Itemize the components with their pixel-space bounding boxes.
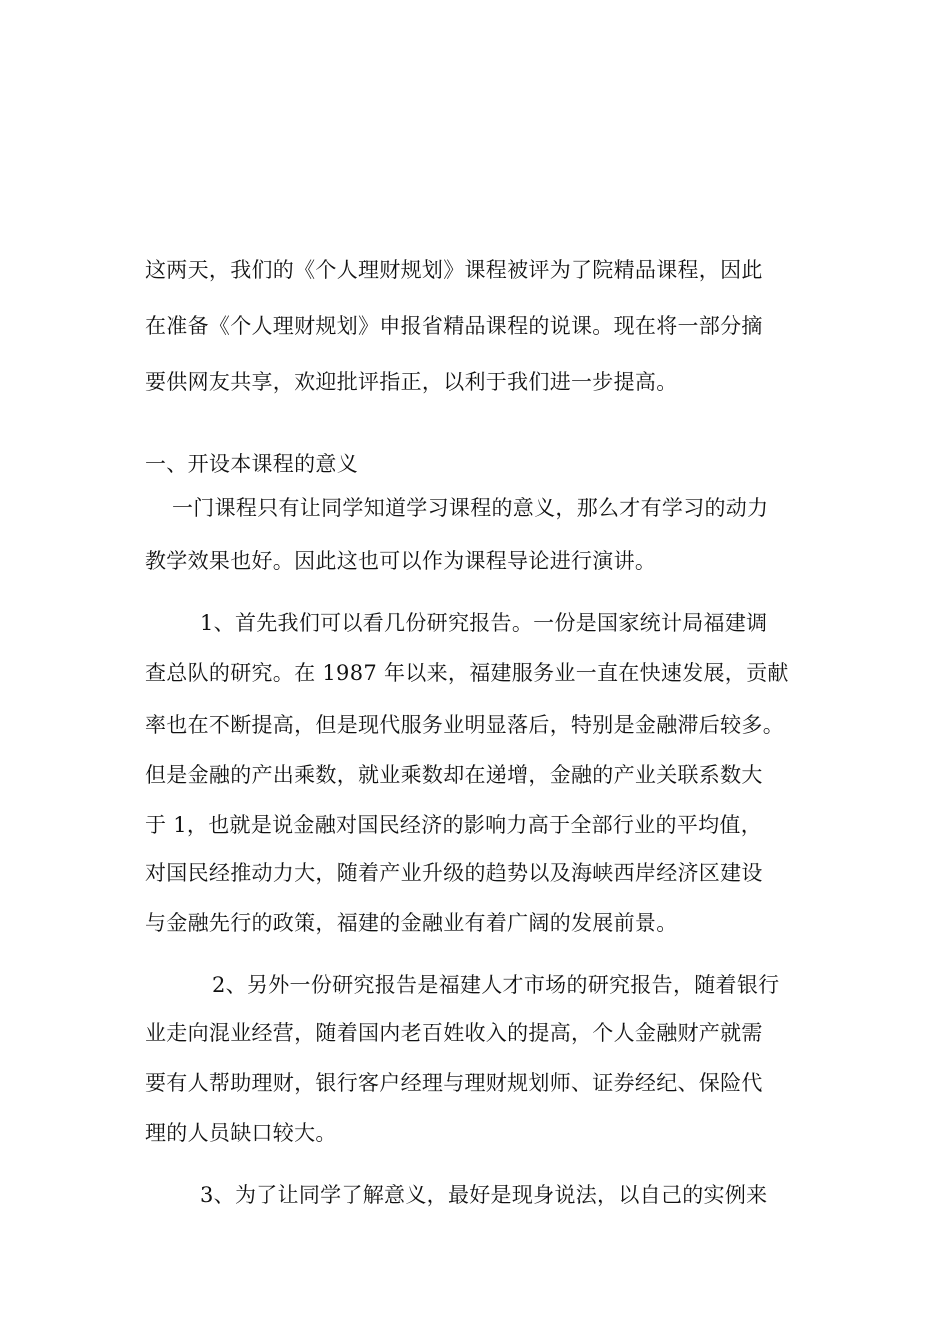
text-line: 对国民经推动力大，随着产业升级的趋势以及海峡西岸经济区建设 xyxy=(145,861,763,885)
text-line: 这两天，我们的《个人理财规划》课程被评为了院精品课程，因此 xyxy=(145,258,763,282)
text-line: 教学效果也好。因此这也可以作为课程导论进行演讲。 xyxy=(145,549,657,573)
section-heading: 一、开设本课程的意义 xyxy=(145,452,358,476)
text-line: 于 1，也就是说金融对国民经济的影响力高于全部行业的平均值， xyxy=(145,813,763,837)
text-line: 率也在不断提高，但是现代服务业明显落后，特别是金融滞后较多。 xyxy=(145,713,784,737)
text-line: 要供网友共享，欢迎批评指正，以利于我们进一步提高。 xyxy=(145,370,678,394)
text-line: 但是金融的产出乘数，就业乘数却在递增，金融的产业关联系数大 xyxy=(145,763,763,787)
text-line: 与金融先行的政策，福建的金融业有着广阔的发展前景。 xyxy=(145,911,678,935)
text-line: 查总队的研究。在 1987 年以来，福建服务业一直在快速发展，贡献 xyxy=(145,661,789,685)
text-line: 2、另外一份研究报告是福建人才市场的研究报告，随着银行 xyxy=(212,973,780,997)
text-line: 业走向混业经营，随着国内老百姓收入的提高，个人金融财产就需 xyxy=(145,1021,763,1045)
text-line: 3、为了让同学了解意义，最好是现身说法，以自己的实例来 xyxy=(200,1183,768,1207)
text-line: 1、首先我们可以看几份研究报告。一份是国家统计局福建调 xyxy=(200,611,768,635)
text-line: 要有人帮助理财，银行客户经理与理财规划师、证券经纪、保险代 xyxy=(145,1071,763,1095)
text-line: 在准备《个人理财规划》申报省精品课程的说课。现在将一部分摘 xyxy=(145,314,763,338)
text-line: 一门课程只有让同学知道学习课程的意义，那么才有学习的动力 xyxy=(172,496,769,520)
text-line: 理的人员缺口较大。 xyxy=(145,1121,337,1145)
